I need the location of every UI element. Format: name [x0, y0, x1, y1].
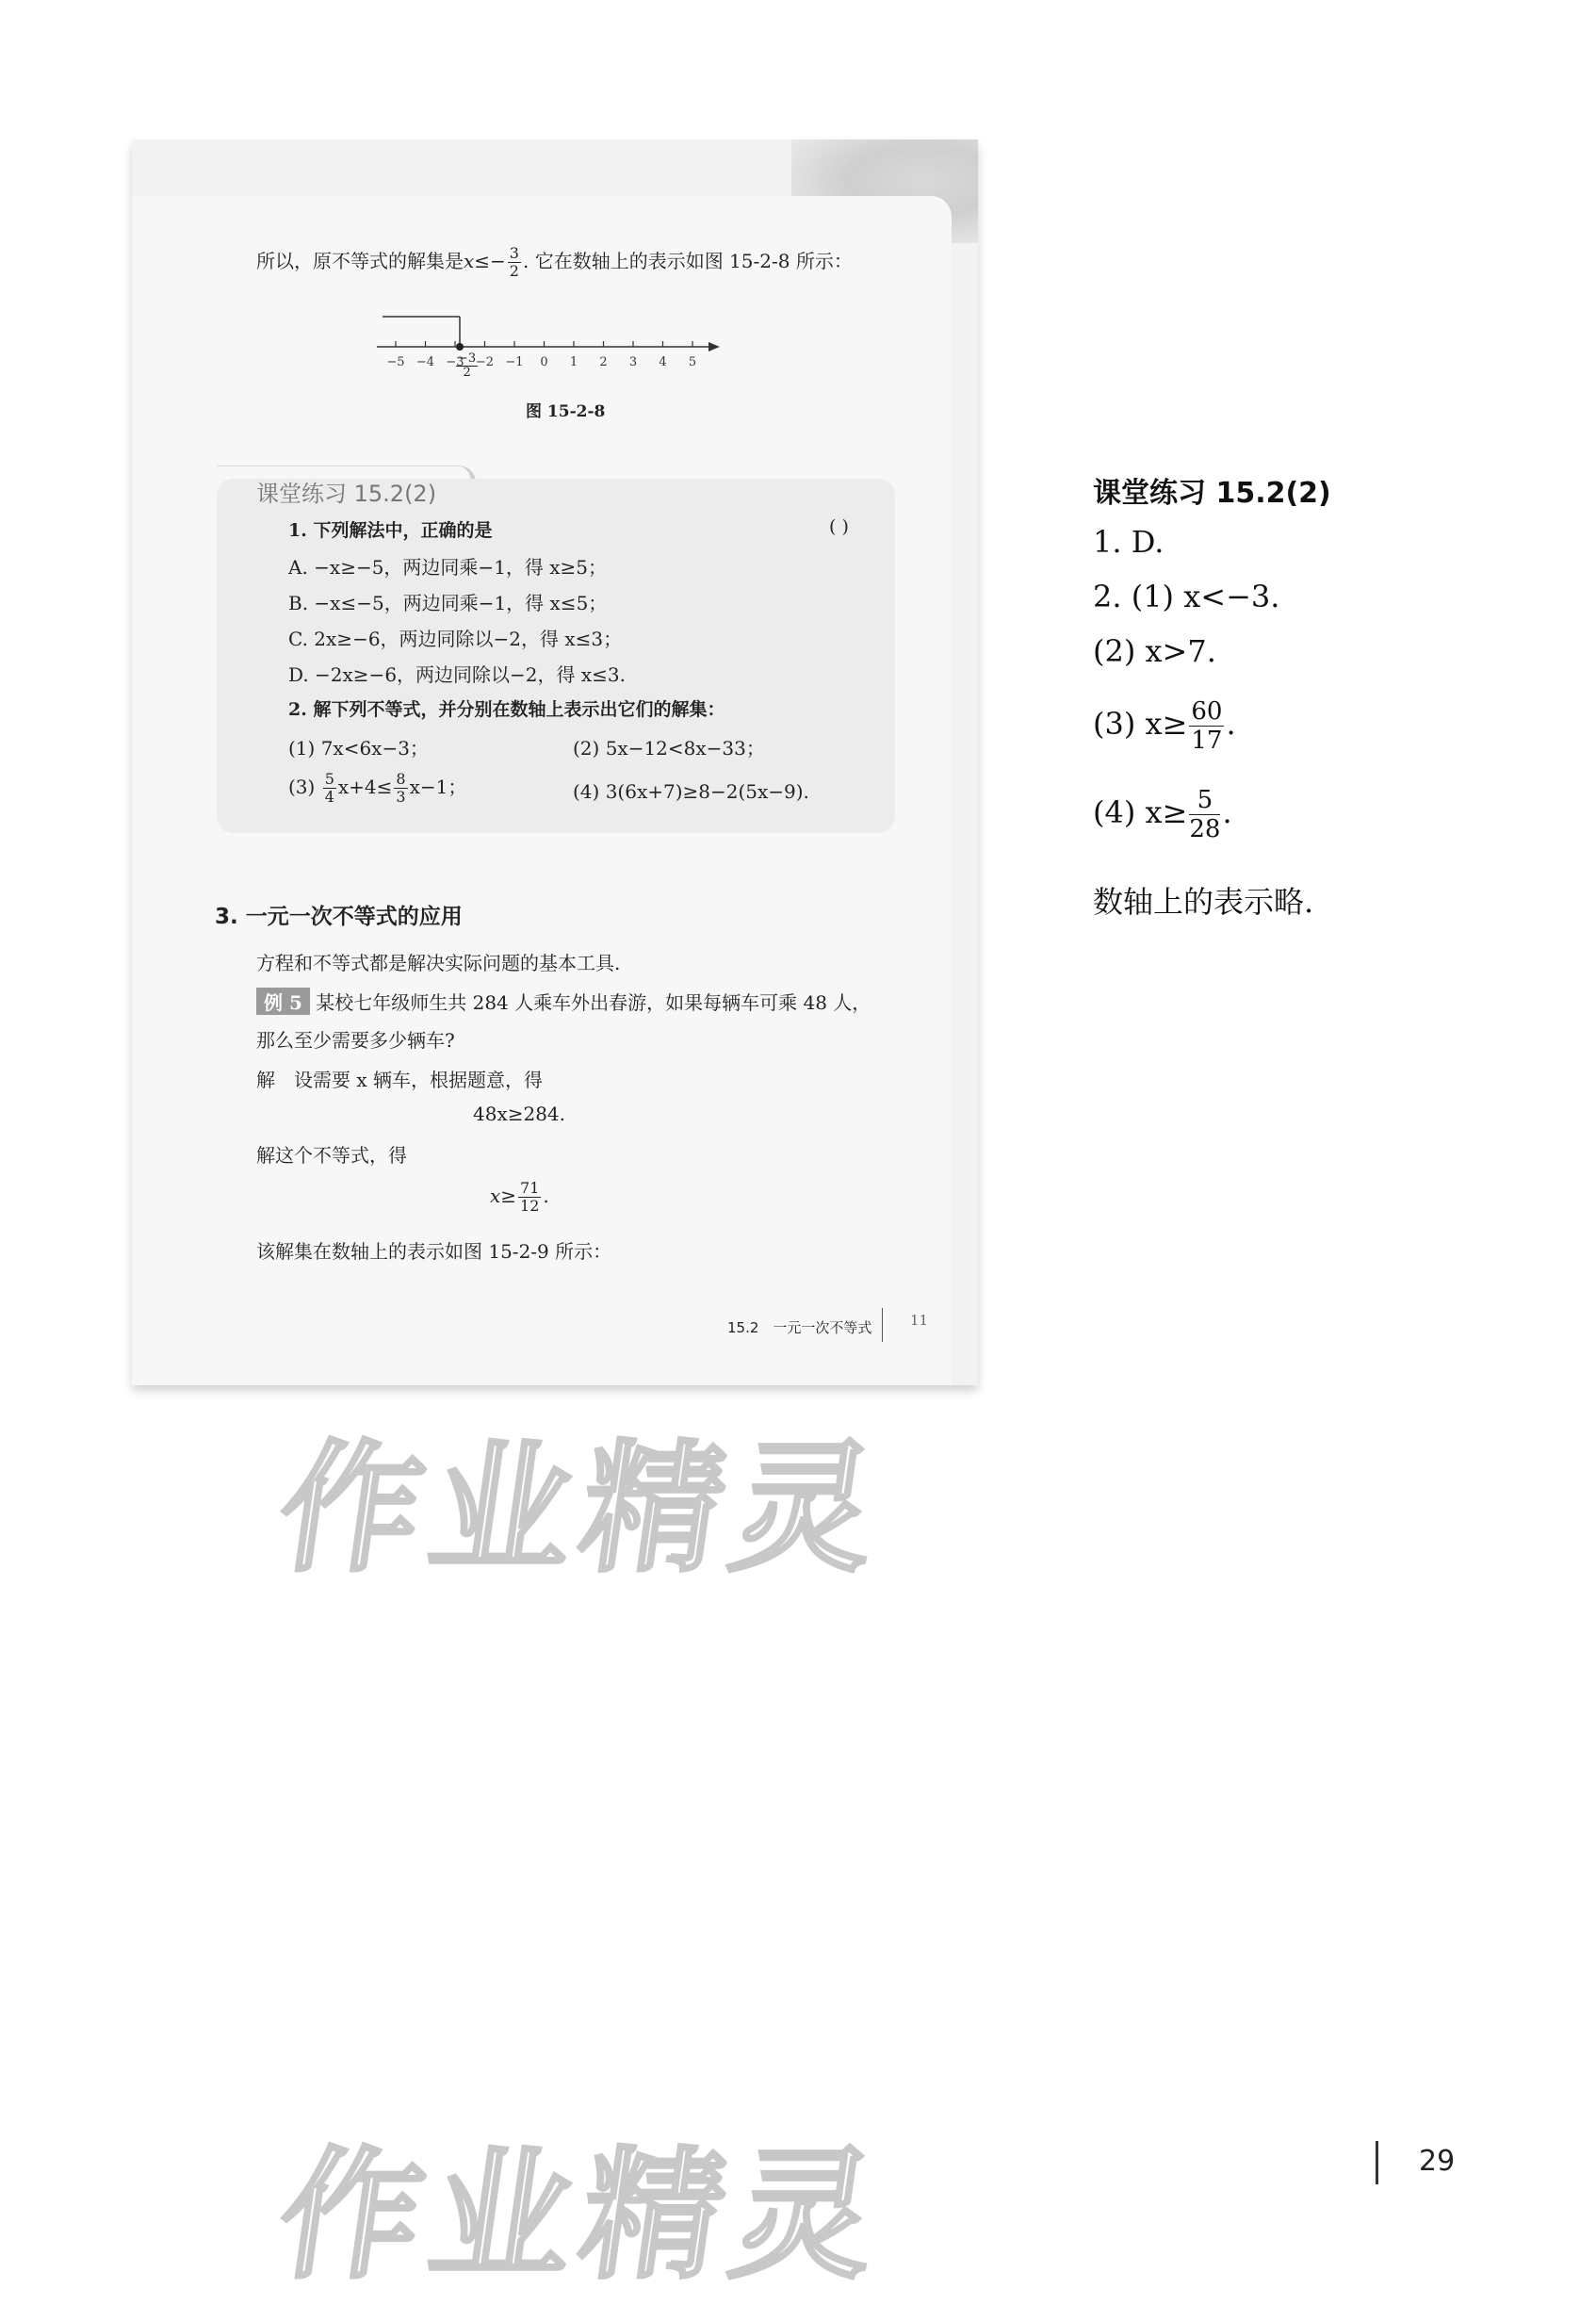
textbook-page-scan	[132, 139, 978, 1385]
equation-1: 48x≥284.	[473, 1103, 566, 1125]
answer-2-1: 2. (1) x<−3.	[1093, 579, 1280, 614]
figure-caption: 图 15-2-8	[526, 402, 606, 421]
question-2-1: (1) 7x<6x−3；	[288, 737, 429, 760]
watermark-top: 作业精灵	[269, 1428, 896, 1592]
answers-title: 课堂练习 15.2(2)	[1093, 477, 1331, 510]
solution-step-2: 解这个不等式，得	[256, 1144, 407, 1167]
section-title: 3. 一元一次不等式的应用	[215, 905, 463, 929]
scan-footer-section: 15.2 一元一次不等式	[727, 1319, 872, 1336]
number-line-tick-label: 1	[569, 355, 578, 369]
page-number: 29	[1419, 2145, 1456, 2178]
scan-footer-divider	[882, 1308, 883, 1342]
question-2-2: (2) 5x−12<8x−33；	[573, 737, 765, 760]
number-line-point	[456, 343, 464, 351]
number-line-tick-label: 0	[540, 355, 548, 369]
question-1-paren: ( )	[829, 516, 849, 537]
answer-note: 数轴上的表示略.	[1093, 884, 1314, 920]
answer-2-2: (2) x>7.	[1093, 633, 1216, 669]
solution-step-3: 该解集在数轴上的表示如图 15-2-9 所示：	[256, 1240, 612, 1263]
question-1-option-a: A. −x≥−5，两边同乘−1，得 x≥5；	[288, 556, 608, 579]
number-line-point-label: $\frac{-3}{2}$	[458, 351, 477, 380]
number-line-tick-label: −3	[446, 355, 464, 369]
page-number-divider	[1376, 2141, 1378, 2184]
answer-2-4: (4) x≥ $\frac{5}{28}$ .	[1093, 786, 1232, 843]
number-line-figure	[373, 290, 731, 394]
solution-line: 所以，原不等式的解集是x≤− $\frac{3}{2}$ . 它在数轴上的表示如图 15-2-8 所示：	[256, 244, 853, 280]
example-5-line-1: 例 5 某校七年级师生共 284 人乘车外出春游，如果每辆车可乘 48 人，	[256, 988, 871, 1015]
number-line-tick-label: 2	[599, 355, 608, 369]
question-2-4: (4) 3(6x+7)≥8−2(5x−9).	[573, 780, 809, 803]
exercise-title: 课堂练习 15.2(2)	[256, 481, 437, 507]
example-tag: 例 5	[256, 988, 310, 1015]
number-line-tick-label: 4	[659, 355, 667, 369]
scan-footer-page: 11	[910, 1312, 929, 1329]
number-line-tick-label: −5	[386, 355, 405, 369]
question-2-3: (3) $\frac{5}{4}$ x+4≤ $\frac{8}{3}$ x−1；	[288, 770, 467, 806]
watermark-bottom: 作业精灵	[269, 2134, 896, 2298]
number-line-tick-label: 3	[628, 355, 638, 369]
question-1-option-d: D. −2x≥−6，两边同除以−2，得 x≤3.	[288, 663, 626, 686]
question-2: 2. 解下列不等式，并分别在数轴上表示出它们的解集：	[288, 699, 725, 720]
number-line-tick-label: −2	[475, 355, 495, 369]
answer-2-3: (3) x≥ $\frac{60}{17}$ .	[1093, 697, 1236, 755]
question-1-option-c: C. 2x≥−6，两边同除以−2，得 x≤3；	[288, 628, 623, 650]
solution-step-1: 解 设需要 x 辆车，根据题意，得	[256, 1069, 543, 1091]
number-line-tick-label: −1	[505, 355, 524, 369]
question-1: 1. 下列解法中，正确的是	[288, 520, 493, 541]
answer-1: 1. D.	[1093, 524, 1164, 560]
example-5-line-2: 那么至少需要多少辆车?	[256, 1029, 455, 1052]
question-1-option-b: B. −x≤−5，两边同乘−1，得 x≤5；	[288, 592, 608, 614]
number-line-tick-label: −4	[415, 355, 435, 369]
equation-2: x≥ $\frac{71}{12}$ .	[490, 1179, 549, 1215]
paragraph-1: 方程和不等式都是解决实际问题的基本工具.	[256, 952, 621, 974]
number-line-tick-label: 5	[688, 355, 697, 369]
